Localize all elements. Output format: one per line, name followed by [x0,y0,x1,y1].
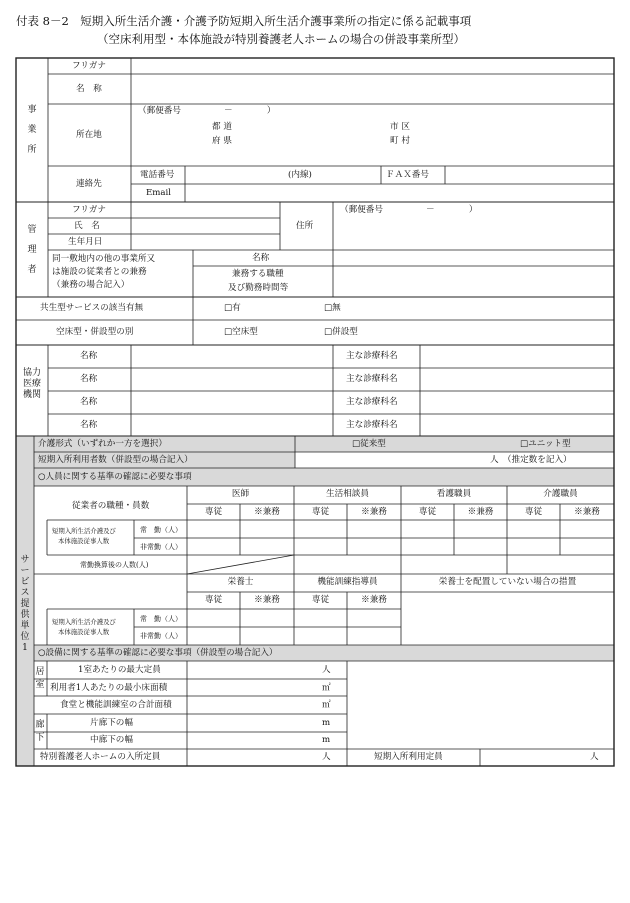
coop-name-label: 名称 [80,420,98,430]
hijokin-label: 非常勤（人） [140,632,182,640]
manager-address-label: 住所 [296,221,314,231]
short-capacity-unit: 人 [590,752,599,762]
manager-concurrent-line2: は施設の従業者との兼務 [52,267,147,277]
manager-concurrent-line3: （兼務の場合記入） [52,280,130,290]
staff-count-label-l2: 本体施設従事人数 [58,537,110,545]
office-naisen-label: (内線) [288,170,312,180]
facility-heading: ○設備に関する基準の確認に必要な事項（併設型の場合記入） [38,648,278,658]
manager-conc-job-label1: 兼務する職種 [232,269,284,279]
staff-count-label-l1: 短期入所生活介護及び [52,527,116,535]
rouka-label: 廊下 [35,720,45,743]
staff-heading: ○人員に関する基準の確認に必要な事項 [38,472,192,482]
kyoshitsu-label: 居室 [35,667,45,690]
care-form-label: 介護形式（いずれか一方を選択） [38,439,167,449]
staff-count-label-l1: 短期入所生活介護及び [52,618,116,626]
hijokin-label: 非常勤（人） [140,543,182,551]
office-email-label: Email [146,188,172,198]
manager-conc-job-label2: 及び勤務時間等 [228,283,289,293]
office-postal: （郵便番号 － ） [138,106,276,116]
fulltime-label: 専従 [524,507,543,517]
form-subtitle: （空床利用型・本体施設が特別養護老人ホームの場合の併設事業所型） [97,32,465,46]
fulltime-label: 専従 [204,507,223,517]
coop-dept-label: 主な診療科名 [346,351,398,361]
job-doctor: 医師 [231,489,250,499]
job-nurse: 看護職員 [436,489,472,499]
manager-conc-name-label: 名称 [252,253,270,263]
job-dietitian: 栄養士 [227,577,254,587]
jokin-label: 常 勤（人） [140,615,182,623]
care-conventional-checkbox[interactable]: □従来型 [352,439,386,449]
office-fuken: 府 県 [212,136,232,146]
dual-label: ※兼務 [254,595,280,605]
kyosei-label: 共生型サービスの該当有無 [40,303,144,313]
office-furigana-label: フリガナ [72,61,106,71]
manager-postal: （郵便番号 － ） [340,205,478,215]
unit-m2: ㎡ [322,683,331,693]
fulltime-label: 専従 [418,507,437,517]
job-caregiver: 介護職員 [543,489,578,499]
job-trainer: 機能訓練指導員 [317,577,378,587]
dual-label: ※兼務 [467,507,494,517]
type-heisetsu-checkbox[interactable]: □併設型 [324,327,358,337]
manager-name-label: 氏 名 [74,221,100,231]
kyosei-yes-checkbox[interactable]: □有 [224,303,241,313]
users-unit: 人 （推定数を記入） [490,455,572,465]
cooperation-section-label: 協力医療機関 [22,368,41,400]
staff-count-label-l2: 本体施設従事人数 [58,628,110,636]
capacity-label: 特別養護老人ホームの入所定員 [40,752,161,762]
fte-label: 常勤換算後の人数(人) [80,561,149,569]
dining-area-label: 食堂と機能訓練室の合計面積 [60,700,172,710]
unit-m: m [322,735,331,745]
naka-width-label: 中廊下の幅 [90,735,133,745]
office-section-label: 事業所 [27,105,37,155]
coop-name-label: 名称 [80,351,98,361]
coop-name-label: 名称 [80,397,98,407]
job-no-dietitian: 栄養士を配置していない場合の措置 [438,577,577,587]
unit-m2: ㎡ [322,700,331,710]
fulltime-label: 専従 [204,595,223,605]
service-section-label: サービス提供単位1 [20,555,30,653]
care-unit-checkbox[interactable]: □ユニット型 [520,439,571,449]
office-choson: 町 村 [390,136,410,146]
form-title: 付表 8－2 短期入所生活介護・介護予防短期入所生活介護事業所の指定に係る記載事項 [16,14,472,28]
min-area-label: 利用者1人あたりの最小床面積 [50,683,168,693]
dual-label: ※兼務 [361,595,387,605]
office-shiku: 市 区 [390,122,410,132]
fulltime-label: 専従 [311,595,330,605]
kata-width-label: 片廊下の幅 [90,718,133,728]
office-tel-label: 電話番号 [140,170,175,180]
users-label: 短期入所利用者数（併設型の場合記入） [38,455,193,465]
dual-label: ※兼務 [574,507,600,517]
manager-furigana-label: フリガナ [72,205,106,215]
jokin-label: 常 勤（人） [140,526,182,534]
capacity-unit: 人 [322,752,331,762]
manager-birth-label: 生年月日 [68,237,103,247]
fulltime-label: 専従 [311,507,330,517]
manager-section-label: 管理者 [27,225,37,275]
office-contact-label: 連絡先 [76,179,102,189]
unit-m: m [322,718,331,728]
type-label: 空床型・併設型の別 [56,327,134,337]
job-counselor: 生活相談員 [326,489,369,499]
dual-label: ※兼務 [361,507,387,517]
office-address-label: 所在地 [76,130,102,140]
coop-dept-label: 主な診療科名 [346,420,398,430]
office-name-label: 名 称 [76,84,102,94]
kyosei-no-checkbox[interactable]: □無 [324,303,341,313]
max-per-room-label: 1室あたりの最大定員 [78,665,161,675]
job-header: 従業者の職種・員数 [72,501,150,511]
coop-name-label: 名称 [80,374,98,384]
coop-dept-label: 主な診療科名 [346,397,398,407]
coop-dept-label: 主な診療科名 [346,374,398,384]
unit-nin: 人 [322,665,331,675]
short-capacity-label: 短期入所利用定員 [374,752,443,762]
office-todo: 都 道 [212,122,232,132]
dual-label: ※兼務 [254,507,280,517]
office-fax-label: ＦＡＸ番号 [386,170,429,180]
manager-concurrent-line1: 同一敷地内の他の事業所又 [52,254,156,264]
type-kusho-checkbox[interactable]: □空床型 [224,327,258,337]
